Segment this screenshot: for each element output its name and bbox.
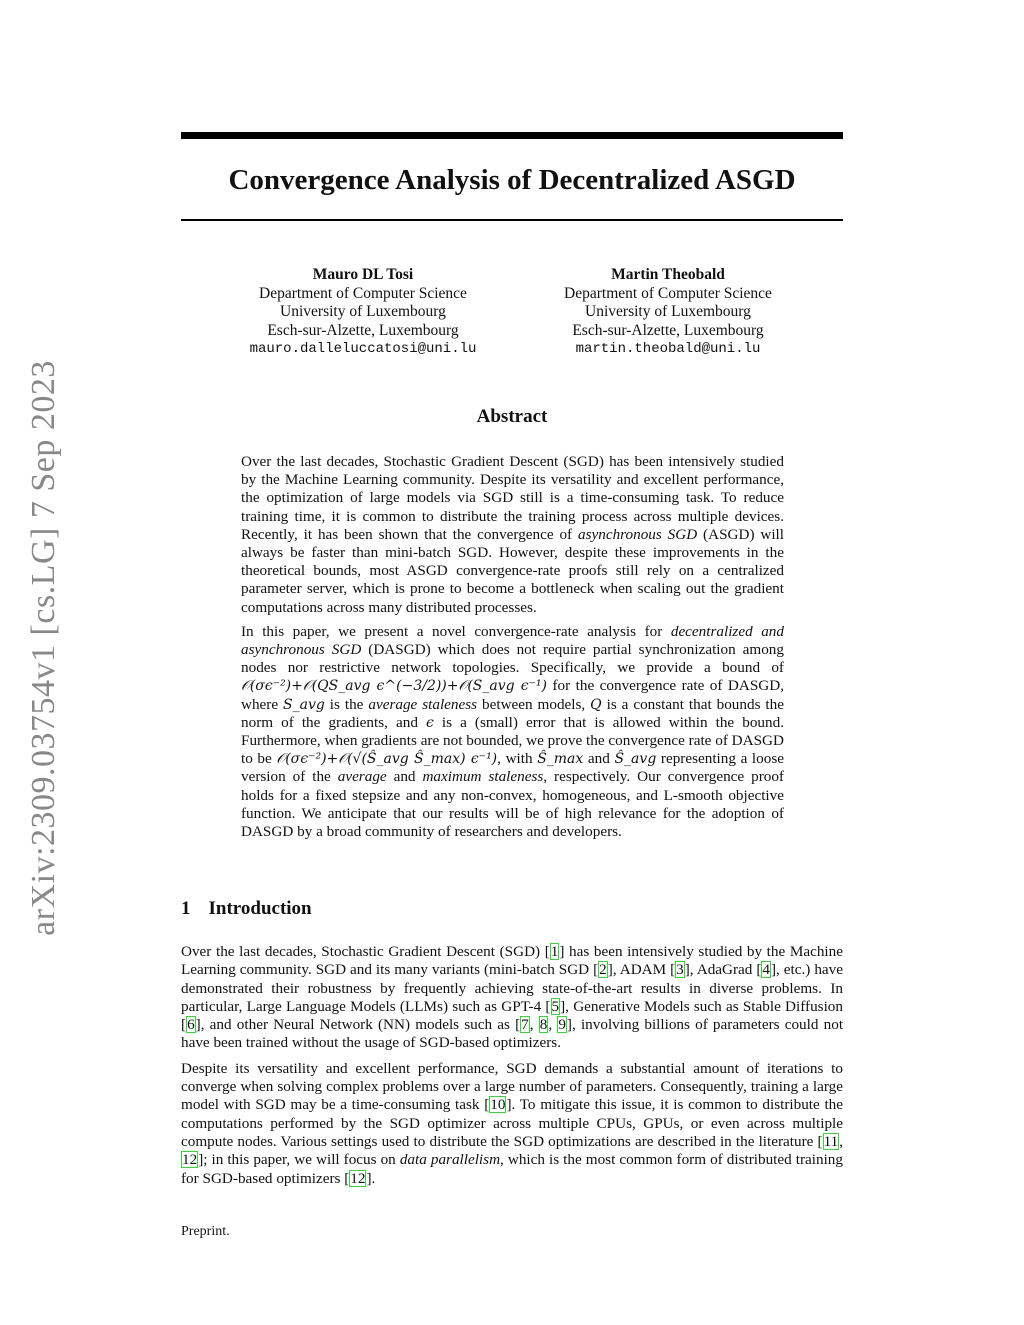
citation-link[interactable]: 11 — [823, 1132, 839, 1150]
citation-link[interactable]: 1 — [550, 943, 559, 960]
section-title: Introduction — [208, 898, 312, 919]
title-top-rule — [181, 132, 843, 139]
abstract-paragraph: Over the last decades, Stochastic Gradient Descent (SGD) has been intensively studied by the Machine Learning community. Despite its versatility and excellent performance, the optimization of large models via SGD still is a time-consuming task. To reduce training time, it is common to distribute the training process across multiple devices. Recently, it has been shown that the convergence of asynchronous SGD (ASGD) will always be faster than mini-batch SGD. However, despite these improvements in the theoretical bounds, most ASGD convergence-rate proofs still rely on a centralized parameter server, which is prone to become a bottleneck when scaling out the gradient computations across many distributed processes. — [241, 453, 784, 616]
author-name: Mauro DL Tosi — [312, 266, 414, 283]
math-expression: S_avg — [283, 696, 325, 713]
author-name: Martin Theobald — [611, 266, 725, 283]
math-expression: Ŝ_max — [537, 751, 584, 768]
citation-link[interactable]: 3 — [676, 961, 684, 979]
author-block-2 — [518, 266, 818, 359]
author-location: Esch-sur-Alzette, Luxembourg — [267, 321, 459, 339]
citation-link[interactable]: 10 — [490, 1096, 506, 1114]
arxiv-identifier-text: arXiv:2309.03754v1 [cs.LG] 7 Sep 2023 — [25, 359, 62, 936]
arxiv-identifier-stamp — [16, 359, 72, 936]
author-department: Department of Computer Science — [564, 284, 772, 302]
math-expression: Ŝ_avg — [614, 751, 657, 768]
author-department: Department of Computer Science — [259, 284, 467, 302]
citation-link[interactable]: 12 — [182, 1151, 198, 1169]
author-email[interactable]: martin.theobald@uni.lu — [575, 341, 761, 357]
author-block-1 — [213, 266, 513, 359]
citation-link[interactable]: 7 — [521, 1016, 529, 1034]
abstract-paragraph: In this paper, we present a novel convergence-rate analysis for decentralized and asynchronous SGD (DASGD) which does not require partial synchronization among nodes nor restrictive network topologies. Specifically, we provide a bound of 𝒪(σϵ⁻²)+𝒪(QS_avg ϵ^(−3/2))+𝒪(S_avg ϵ⁻¹) for the convergence rate of DASGD, where S_avg is the average staleness between models, Q is a constant that bounds the norm of the gradients, and ϵ is a (small) error that is allowed within the bound. Furthermore, when gradients are not bounded, we prove the convergence rate of DASGD to be 𝒪(σϵ⁻²)+𝒪(√(Ŝ_avg Ŝ_max) ϵ⁻¹), with Ŝ_max and Ŝ_avg representing a loose version of the average and maximum staleness, respectively. Our convergence proof holds for a fixed stepsize and any non-convex, homogeneous, and L-smooth objective function. We anticipate that our results will be of high relevance for the adoption of DASGD by a broad community of researchers and developers. — [241, 622, 785, 841]
citation-link[interactable]: 8 — [539, 1016, 548, 1034]
math-expression: ϵ — [425, 714, 434, 731]
citation-link[interactable]: 4 — [762, 961, 770, 979]
intro-paragraph: Despite its versatility and excellent performance, SGD demands a substantial amount of iterations to converge when solving complex problems over a large number of parameters. Consequently, training a large model with SGD may be a time-consuming task [10]. To mitigate this issue, it is common to distribute the computations performed by the SGD optimizer across multiple CPUs, GPUs, or even across multiple compute nodes. Various settings used to distribute the SGD optimizations are described in the literature [11, 12]; in this paper, we will focus on data parallelism, which is the most common form of distributed training for SGD-based optimizers [12]. — [181, 1059, 844, 1187]
abstract-heading: Abstract — [476, 406, 548, 427]
title-bottom-rule — [181, 219, 843, 221]
math-expression: 𝒪(σϵ⁻²)+𝒪(QS_avg ϵ^(−3/2))+𝒪(S_avg ϵ⁻¹) — [241, 678, 548, 695]
abstract-body — [241, 453, 784, 847]
math-expression: Q — [590, 696, 602, 713]
author-email[interactable]: mauro.dalleluccatosi@uni.lu — [249, 341, 477, 357]
citation-link[interactable]: 6 — [187, 1016, 195, 1034]
citation-link[interactable]: 9 — [558, 1016, 566, 1034]
introduction-body — [181, 943, 843, 1195]
citation-link[interactable]: 5 — [551, 997, 560, 1015]
author-university: University of Luxembourg — [585, 303, 751, 320]
author-location: Esch-sur-Alzette, Luxembourg — [572, 321, 764, 339]
intro-paragraph: Over the last decades, Stochastic Gradient Descent (SGD) [1] has been intensively studied by the Machine Learning community. SGD and its many variants (mini-batch SGD [2], ADAM [3], AdaGrad [4], etc.) have demonstrated their robustness by frequently achieving state-of-the-art results in diverse problems. In particular, Large Language Models (LLMs) such as GPT-4 [5], Generative Models such as Stable Diffusion [6], and other Neural Network (NN) models such as [7, 8, 9], involving billions of parameters could not have been trained without the usage of SGD-based optimizers. — [181, 943, 844, 1052]
section-heading-introduction — [181, 898, 312, 920]
paper-title: Convergence Analysis of Decentralized ASGD — [228, 164, 796, 196]
section-number: 1 — [181, 898, 191, 919]
math-expression: 𝒪(σϵ⁻²)+𝒪(√(Ŝ_avg Ŝ_max) ϵ⁻¹) — [276, 751, 498, 768]
page-footer: Preprint. — [181, 1224, 230, 1239]
citation-link[interactable]: 12 — [350, 1169, 366, 1187]
author-university: University of Luxembourg — [280, 303, 446, 320]
citation-link[interactable]: 2 — [599, 961, 607, 979]
